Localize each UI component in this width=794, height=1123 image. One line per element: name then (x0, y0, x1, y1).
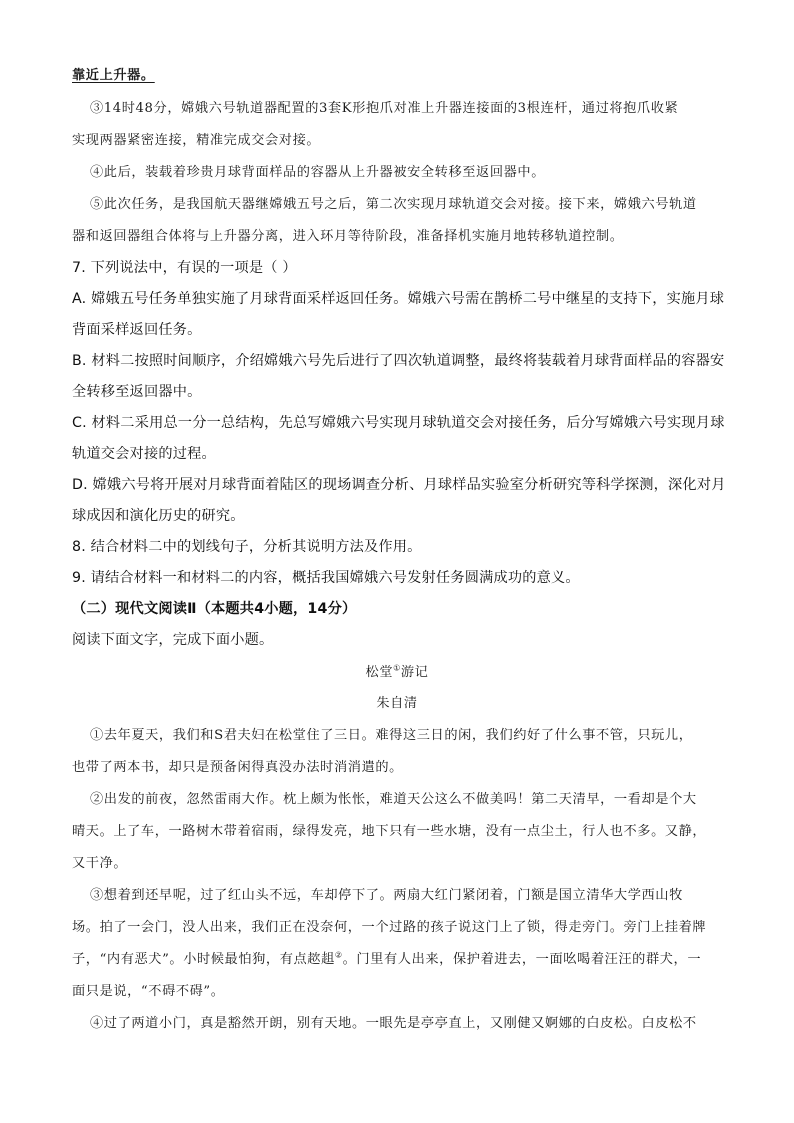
question-7-option-c-line-2: 轨道交会对接的过程。 (72, 446, 216, 462)
question-7-option-b-line-1: B. 材料二按照时间顺序，介绍嫦娥六号先后进行了四次轨道调整，最终将装载着月球背面样品的容器安 (72, 353, 725, 369)
article-author: 朱自清 (376, 696, 418, 711)
article-p2-line-3: 又干净。 (72, 856, 128, 871)
material2-line-3: 实现两器紧密连接，精准完成交会对接。 (72, 133, 321, 148)
article-p3-line-2: 场。拍了一会门，没人出来，我们正在没奈何，一个过路的孩子说这门上了锁，得走旁门。旁门上挂着牌 (72, 920, 707, 935)
material2-line-4: ④此后，装载着珍贵月球背面样品的容器从上升器被安全转移至返回器中。 (90, 165, 545, 180)
material2-line-1: 靠近上升器。 (72, 68, 155, 83)
question-7-option-a-line-2: 背面采样返回任务。 (72, 322, 202, 338)
article-p3-line-3: 子，“内有恶犬”。小时候最怕狗，有点趑趄②。门里有人出来，保护着进去，一面吆喝着汪汪的群犬，一 (72, 950, 702, 967)
question-7-option-c-line-1: C. 材料二采用总一分一总结构，先总写嫦娥六号实现月球轨道交会对接任务，后分写嫦娥六号实现月球 (72, 415, 725, 431)
question-7-stem: 7. 下列说法中，有误的一项是（ ） (72, 260, 297, 276)
section-heading: （二）现代文阅读Ⅱ（本题共4小题，14分） (72, 601, 357, 617)
material2-line-6: 器和返回器组合体将与上升器分离，进入环月等待阶段，准备择机实施月地转移轨道控制。 (72, 229, 624, 244)
question-7-option-d-line-2: 球成因和演化历史的研究。 (72, 508, 245, 524)
article-title: 松堂①游记 (365, 663, 429, 680)
reading-instruction: 阅读下面文字，完成下面小题。 (72, 632, 274, 648)
question-7-option-d-line-1: D. 嫦娥六号将开展对月球背面着陆区的现场调查分析、月球样品实验室分析研究等科学探测，深化对月 (72, 477, 726, 493)
article-p4-line-1: ④过了两道小门，真是豁然开朗，别有天地。一眼先是亭亭直上，又刚健又婀娜的白皮松。白皮松不 (90, 1016, 697, 1031)
question-7-option-a-line-1: A. 嫦娥五号任务单独实施了月球背面采样返回任务。嫦娥六号需在鹊桥二号中继星的支持下，实施月球 (72, 291, 725, 307)
question-8: 8. 结合材料二中的划线句子，分析其说明方法及作用。 (72, 539, 422, 555)
title-footnote-marker: ① (393, 663, 401, 673)
article-p3-line-1: ③想着到还早呢，过了红山头不远，车却停下了。两扇大红门紧闭着，门额是国立清华大学西山牧 (90, 888, 683, 903)
article-p2-line-1: ②出发的前夜，忽然雷雨大作。枕上颇为怅怅，难道天公这么不做美吗！第二天清早，一看却是个大 (90, 792, 697, 807)
material2-line-2: ③14时48分，嫦娥六号轨道器配置的3套K形抱爪对准上升器连接面的3根连杆，通过将抱爪收紧 (90, 101, 679, 116)
article-p1-line-2: 也带了两本书，却只是预备闲得真没办法时消消遣的。 (72, 760, 403, 775)
article-p1-line-1: ①去年夏天，我们和S君夫妇在松堂住了三日。难得这三日的闲，我们约好了什么事不管，只玩儿， (90, 728, 693, 743)
question-9: 9. 请结合材料一和材料二的内容，概括我国嫦娥六号发射任务圆满成功的意义。 (72, 570, 580, 586)
article-p3-line-4: 面只是说，“不碍不碍”。 (72, 984, 225, 999)
material2-line-5: ⑤此次任务，是我国航天器继嫦娥五号之后，第二次实现月球轨道交会对接。接下来，嫦娥六号轨道 (90, 197, 697, 212)
p3-footnote-marker: ② (334, 950, 343, 960)
article-p2-line-2: 晴天。上了车，一路树木带着宿雨，绿得发亮，地下只有一些水塘，没有一点尘土，行人也不多。又静， (72, 824, 707, 839)
question-7-option-b-line-2: 全转移至返回器中。 (72, 384, 202, 400)
